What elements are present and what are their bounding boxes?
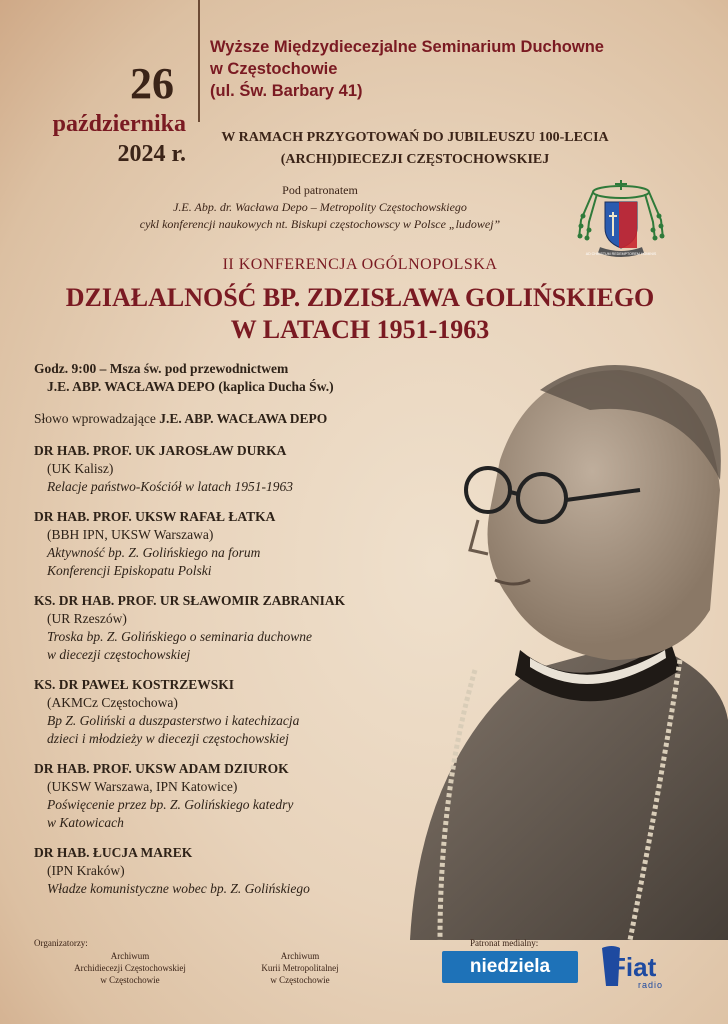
speaker-affiliation: (UK Kalisz)	[47, 461, 114, 476]
intro-note	[34, 410, 454, 428]
talk-title-cont: dzieci i młodzieży w diecezji częstochowskiej	[47, 731, 289, 746]
jubilee-line1: W RAMACH PRZYGOTOWAŃ DO JUBILEUSZU 100-LECIA	[221, 130, 609, 145]
conference-subtitle: II KONFERENCJA OGÓLNOPOLSKA	[222, 256, 498, 273]
speaker-affiliation: (UKSW Warszawa, IPN Katowice)	[47, 779, 238, 794]
org2-line3: w Częstochowie	[270, 975, 330, 985]
seminary-name: Wyższe Międzydiecezjalne Seminarium Duchowne	[210, 38, 604, 56]
mass-line2: J.E. ABP. WACŁAWA DEPO (kaplica Ducha Św.)	[47, 379, 334, 394]
organizer-archdiocese-archive	[60, 950, 200, 986]
date-month: października	[52, 111, 186, 137]
intro-name: J.E. ABP. WACŁAWA DEPO	[159, 411, 328, 426]
talk-title: Relacje państwo-Kościół w latach 1951-1963	[47, 479, 293, 494]
mass-info	[34, 360, 454, 396]
speaker-name: DR HAB. PROF. UKSW RAFAŁ ŁATKA	[34, 509, 276, 524]
crest-motto: AD CHRISTUM REDEMPTOREM HOMINIS	[585, 252, 657, 256]
speaker-affiliation: (IPN Kraków)	[47, 863, 125, 878]
patronage-line2: cykl konferencji naukowych nt. Biskupi częstochowscy w Polsce „ludowej”	[139, 217, 501, 231]
conference-title	[40, 282, 680, 346]
speaker-affiliation: (AKMCz Częstochowa)	[47, 695, 178, 710]
fiat-text: Fiat	[610, 952, 657, 982]
organizers-label: Organizatorzy:	[34, 938, 88, 948]
talk-title-cont: w Katowicach	[47, 815, 124, 830]
seminary-address: (ul. Św. Barbary 41)	[210, 82, 363, 100]
seminary-city: w Częstochowie	[210, 60, 338, 78]
intro-prefix: Słowo wprowadzające	[34, 411, 160, 426]
talk-title-cont: Konferencji Episkopatu Polski	[47, 563, 212, 578]
niedziela-logo: niedziela	[442, 951, 578, 983]
conference-title-line2: W LATACH 1951-1963	[230, 315, 490, 344]
talk-title: Aktywność bp. Z. Golińskiego na forum	[47, 545, 261, 560]
speaker-item	[34, 592, 454, 664]
patronage-label: Pod patronatem	[282, 183, 358, 197]
speaker-affiliation: (UR Rzeszów)	[47, 611, 127, 626]
seminary-info	[210, 36, 710, 102]
media-patronage-label: Patronat medialny:	[470, 938, 539, 948]
organizer-curia-archive	[240, 950, 360, 986]
org2-line1: Archiwum	[280, 951, 320, 961]
speaker-item	[34, 760, 454, 832]
talk-title-cont: w diecezji częstochowskiej	[47, 647, 191, 662]
patronage-line1: J.E. Abp. dr. Wacława Depo – Metropolity Częstochowskiego	[173, 200, 467, 214]
header-divider	[198, 0, 200, 122]
conference-title-line1: DZIAŁALNOŚĆ BP. ZDZISŁAWA GOLIŃSKIEGO	[65, 283, 655, 312]
speaker-name: DR HAB. PROF. UKSW ADAM DZIUROK	[34, 761, 289, 776]
jubilee-line2: (ARCHI)DIECEZJI CZĘSTOCHOWSKIEJ	[280, 152, 550, 167]
speaker-name: KS. DR HAB. PROF. UR SŁAWOMIR ZABRANIAK	[34, 593, 346, 608]
speaker-affiliation: (BBH IPN, UKSW Warszawa)	[47, 527, 214, 542]
org1-line3: w Częstochowie	[100, 975, 160, 985]
org2-line2: Kurii Metropolitalnej	[261, 963, 339, 973]
patronage	[110, 182, 530, 233]
speaker-name: DR HAB. ŁUCJA MAREK	[34, 845, 193, 860]
fiat-radio-logo	[598, 942, 668, 992]
date-year: 2024 r.	[117, 141, 186, 167]
bishop-crest-icon	[575, 176, 667, 262]
program	[34, 360, 454, 910]
mass-line1: Godz. 9:00 – Msza św. pod przewodnictwem	[34, 361, 289, 376]
talk-title: Troska bp. Z. Golińskiego o seminaria duchowne	[47, 629, 312, 644]
talk-title: Bp Z. Goliński a duszpasterstwo i katechizacja	[47, 713, 300, 728]
talk-title: Poświęcenie przez bp. Z. Golińskiego katedry	[47, 797, 294, 812]
jubilee-note	[205, 127, 625, 171]
org1-line1: Archiwum	[110, 951, 150, 961]
org1-line2: Archidiecezji Częstochowskiej	[74, 963, 186, 973]
fiat-sub: radio	[638, 980, 664, 990]
speaker-item	[34, 844, 454, 898]
speaker-item	[34, 676, 454, 748]
talk-title: Władze komunistyczne wobec bp. Z. Golińskiego	[47, 881, 310, 896]
speaker-name: KS. DR PAWEŁ KOSTRZEWSKI	[34, 677, 235, 692]
speaker-item	[34, 508, 454, 580]
speaker-name: DR HAB. PROF. UK JAROSŁAW DURKA	[34, 443, 287, 458]
speaker-item	[34, 442, 454, 496]
date-day: 26	[130, 59, 174, 108]
